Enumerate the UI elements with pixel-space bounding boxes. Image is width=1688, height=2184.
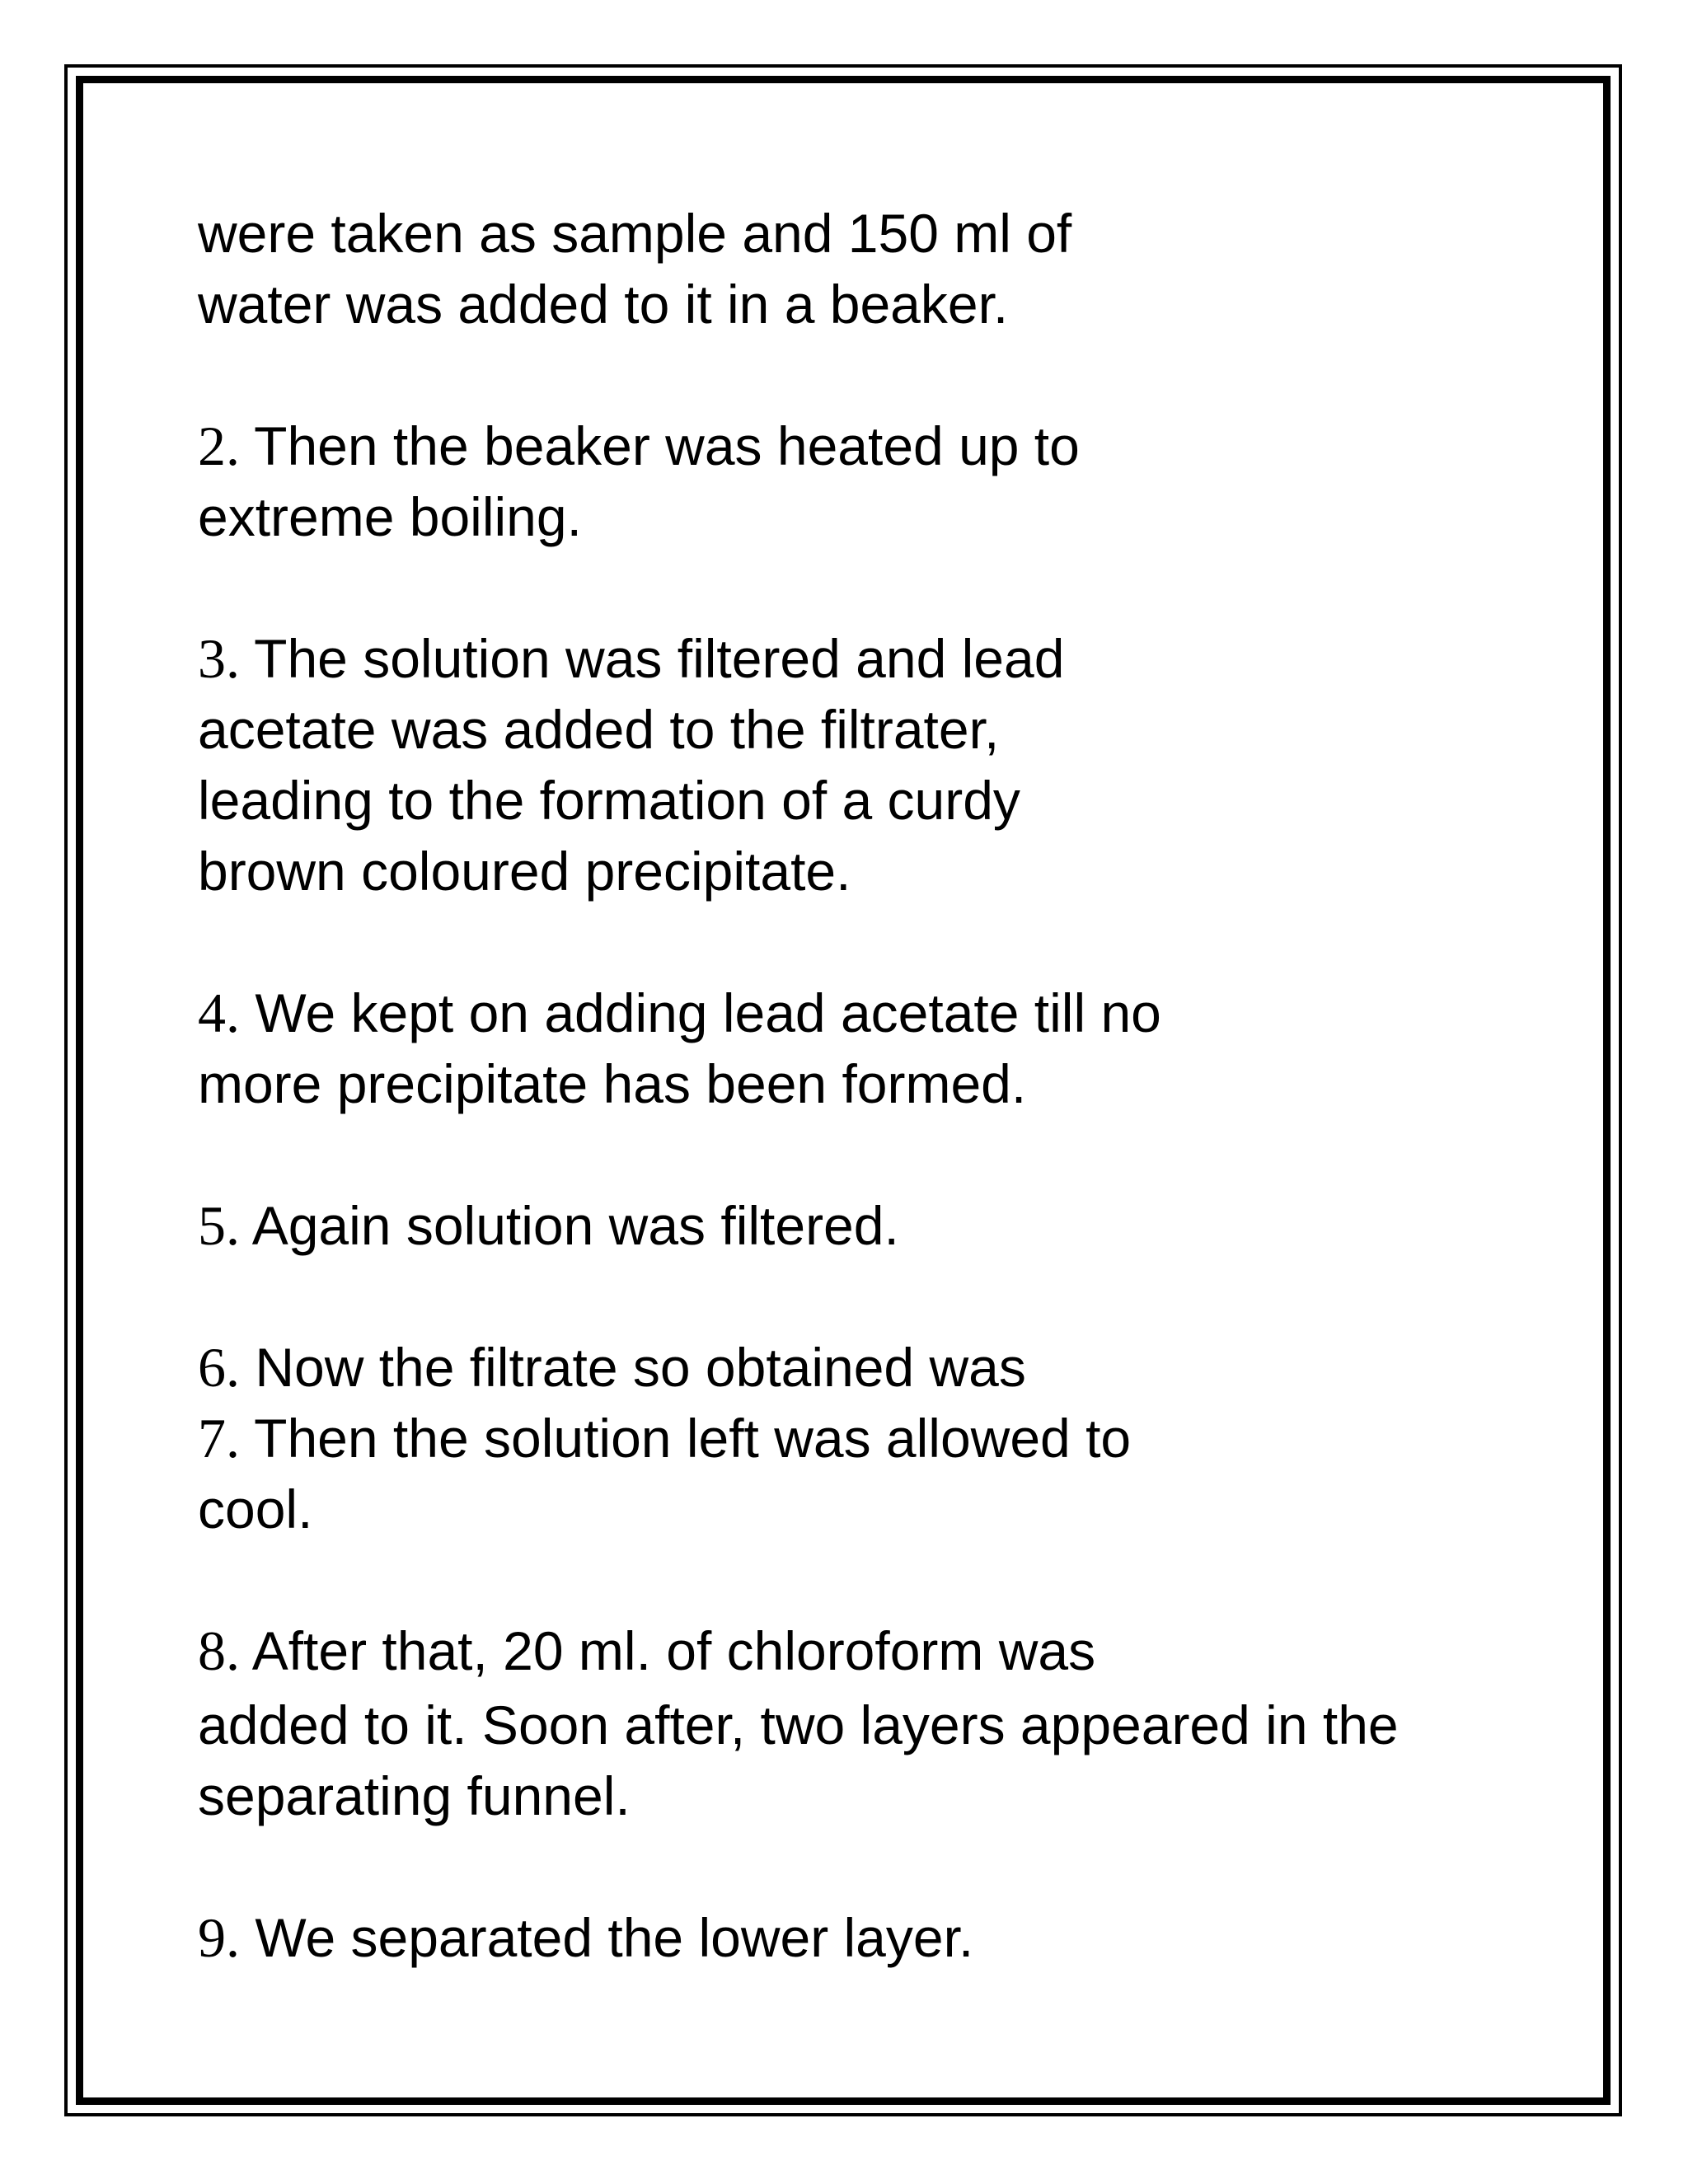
step-6 bbox=[198, 1332, 1566, 1403]
step-3 bbox=[198, 623, 1566, 907]
step-9 bbox=[198, 1902, 1566, 1973]
step-text: The solution was filtered and lead bbox=[254, 628, 1065, 689]
step-number: 3. bbox=[198, 627, 240, 690]
step-text: We kept on adding lead acetate till no bbox=[255, 982, 1161, 1043]
step-2 bbox=[198, 410, 1566, 552]
step-7 bbox=[198, 1403, 1566, 1544]
step-text: brown coloured precipitate. bbox=[198, 841, 851, 902]
step-text: Now the filtrate so obtained was bbox=[255, 1337, 1026, 1398]
step-8 bbox=[198, 1615, 1566, 1831]
step-text: acetate was added to the filtrater, bbox=[198, 699, 1000, 760]
intro-line: water was added to it in a beaker. bbox=[198, 274, 1009, 335]
step-text: After that, 20 ml. of chloroform was bbox=[251, 1620, 1096, 1681]
step-5 bbox=[198, 1190, 1566, 1261]
step-number: 5. bbox=[198, 1194, 240, 1257]
step-number: 7. bbox=[198, 1407, 240, 1469]
step-text: extreme boiling. bbox=[198, 486, 582, 547]
step-text: Again solution was filtered. bbox=[251, 1195, 899, 1256]
step-number: 8. bbox=[198, 1619, 240, 1682]
step-4 bbox=[198, 977, 1566, 1119]
step-text: separating funnel. bbox=[198, 1765, 631, 1826]
step-number: 9. bbox=[198, 1906, 240, 1969]
step-text: leading to the formation of a curdy bbox=[198, 770, 1020, 831]
step-text: more precipitate has been formed. bbox=[198, 1053, 1027, 1114]
step-text: Then the solution left was allowed to bbox=[254, 1408, 1132, 1469]
document-body bbox=[198, 198, 1566, 1973]
step-number: 4. bbox=[198, 982, 240, 1044]
step-text: added to it. Soon after, two layers appeared in the bbox=[198, 1694, 1399, 1755]
step-text: We separated the lower layer. bbox=[255, 1907, 974, 1968]
step-number: 6. bbox=[198, 1336, 240, 1399]
step-text: cool. bbox=[198, 1479, 313, 1540]
step-number: 2. bbox=[198, 415, 240, 477]
intro-line: were taken as sample and 150 ml of bbox=[198, 203, 1072, 264]
step-text: Then the beaker was heated up to bbox=[254, 415, 1080, 476]
